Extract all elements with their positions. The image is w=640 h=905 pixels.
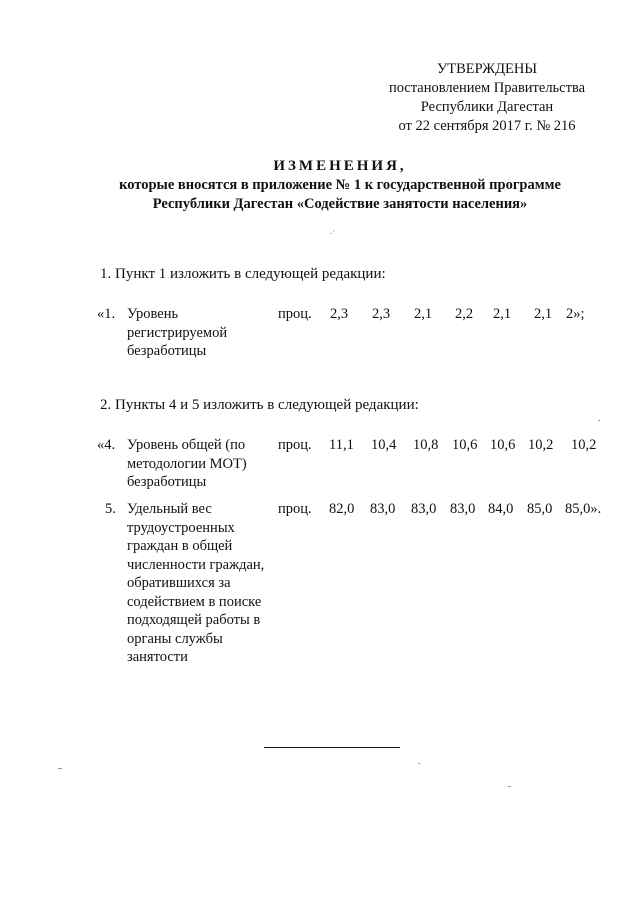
unit: проц. [278,306,312,322]
value: 2,1 [493,306,512,322]
value: 10,2 [528,437,554,453]
value: 84,0 [488,501,514,517]
approval-title: УТВЕРЖДЕНЫ [436,61,538,77]
indicator-name-line: Уровень общей (по [127,437,246,453]
document-subtitle-1: которые вносятся в приложение № 1 к государственной программе [119,177,561,193]
document-subtitle-2: Республики Дагестан «Содействие занятости населения» [152,196,528,212]
indicator-name [127,305,279,361]
indicator-name-line: безработицы [127,343,207,359]
indicator-name-line: трудоустроенных [127,519,235,536]
indicator-name-line: граждан в общей [127,538,233,554]
indicator-name-line: Уровень [127,306,179,322]
value: 2,1 [534,306,553,322]
indicator-name-line: Удельный вес [127,501,212,517]
indicator-name-line: безработицы [127,474,207,490]
indicator-name-line: регистрируемой [127,324,228,341]
unit: проц. [278,437,312,453]
value: 2,2 [455,306,474,322]
indicator-name-line: численности граждан, [127,556,265,573]
scan-speck [58,768,62,769]
indicator-name-line: органы службы [127,630,223,647]
value: 10,6 [490,437,516,453]
value: 83,0 [411,501,437,517]
value: 2,3 [330,306,349,322]
point-1-text: 1. Пункт 1 изложить в следующей редакции: [100,266,386,282]
closing-divider [264,747,400,748]
value: 83,0 [370,501,396,517]
value: 10,8 [413,437,439,453]
value: 2,3 [372,306,391,322]
value: 85,0». [565,501,602,517]
value: 2,1 [414,306,433,322]
indicator-name-line: методологии МОТ) [127,455,247,472]
approval-line-3: от 22 сентября 2017 г. № 216 [398,118,576,134]
row-number: 5. [105,501,116,517]
indicator-name-line: занятости [127,649,188,665]
value: 82,0 [329,501,355,517]
scan-speck [598,420,600,421]
value: 2»; [566,306,585,322]
value: 10,4 [371,437,397,453]
value: 11,1 [329,437,354,453]
row-number: «1. [97,306,116,322]
indicator-name [127,500,279,667]
value: 10,2 [571,437,597,453]
document-title: ИЗМЕНЕНИЯ, [273,158,407,174]
value: 85,0 [527,501,553,517]
indicator-name-line: содействием в поиске [127,593,262,610]
indicator-name-line: подходящей работы в [127,612,261,628]
value: 10,6 [452,437,478,453]
scan-speck [418,763,420,764]
point-2-text: 2. Пункты 4 и 5 изложить в следующей редакции: [100,397,419,413]
scan-mark: .· [330,226,336,236]
value: 83,0 [450,501,476,517]
row-number: «4. [97,437,116,453]
indicator-name-line: обратившихся за [127,575,231,591]
indicator-name [127,436,279,492]
approval-block [372,60,602,136]
approval-line-2: Республики Дагестан [420,99,554,115]
scan-speck [508,786,511,787]
document-heading [60,157,620,214]
approval-line-1: постановлением Правительства [388,80,586,96]
unit: проц. [278,501,312,517]
